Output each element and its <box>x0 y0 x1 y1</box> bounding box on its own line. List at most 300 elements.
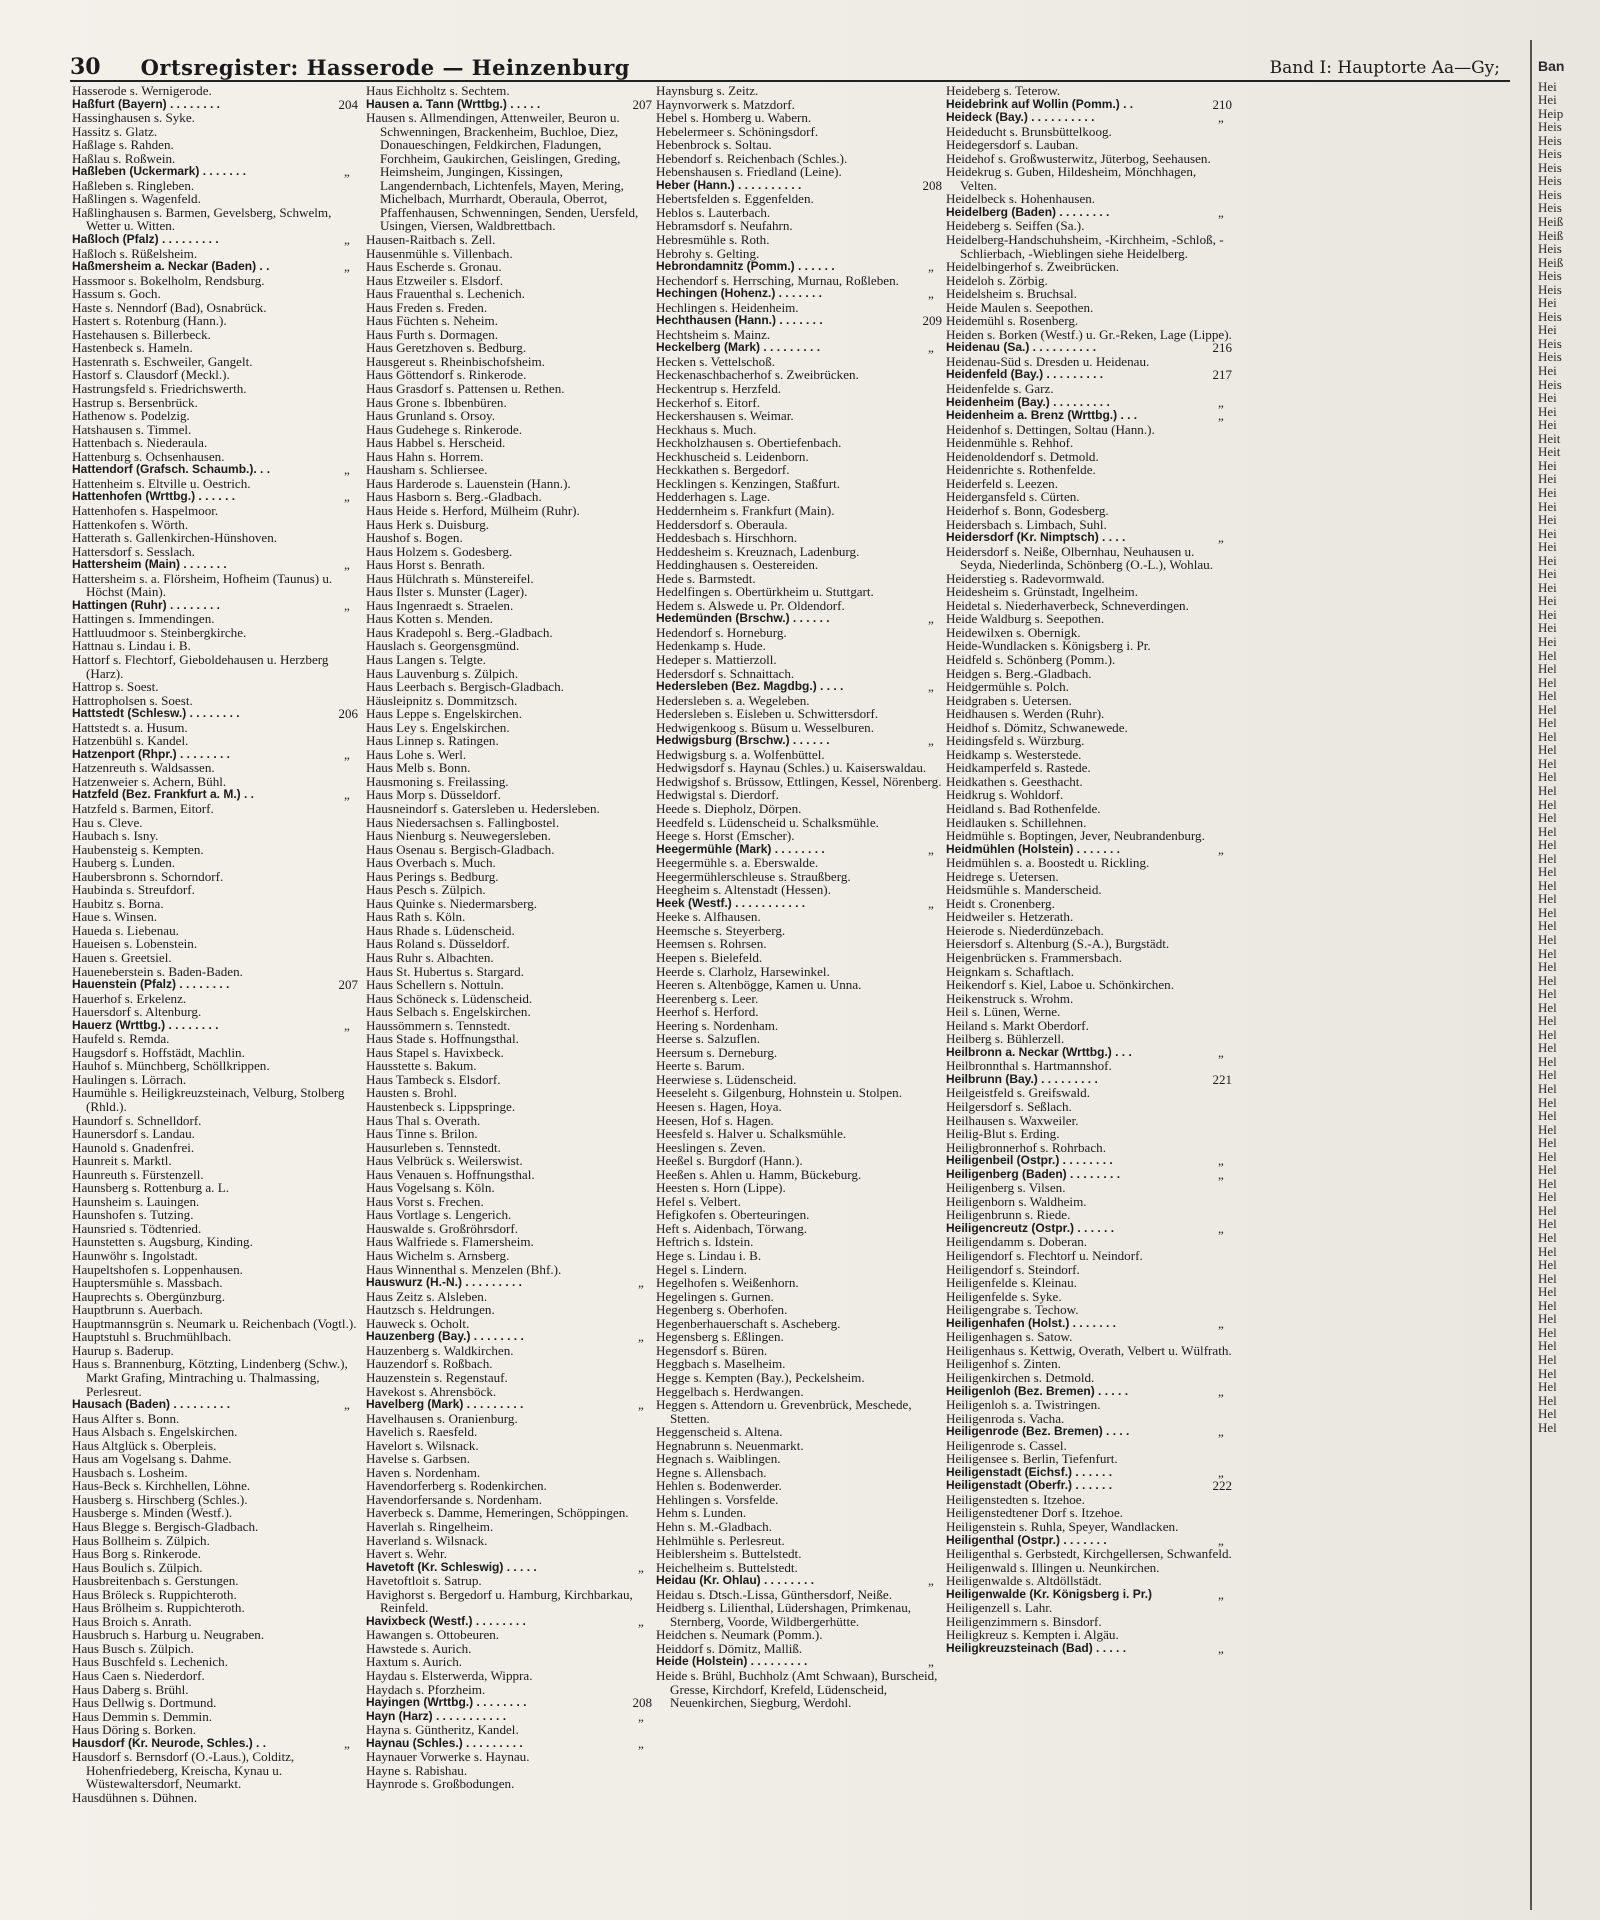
adjacent-page-line: Hel <box>1538 1392 1557 1408</box>
adjacent-page-line: Hei <box>1538 457 1557 473</box>
index-entry: „ Heidmühlen (Holstein) . . . . . . . <box>946 841 1224 857</box>
adjacent-page-line: Hel <box>1538 796 1557 812</box>
index-entry-name: Heiligenrode (Bez. Bremen) . . . . <box>946 1424 1130 1439</box>
adjacent-page-line: Hei <box>1538 78 1557 94</box>
adjacent-page-lines <box>1538 80 1600 1435</box>
index-entry: Hasserode s. Wernigerode. <box>72 83 212 98</box>
adjacent-page-line: Hel <box>1538 1148 1557 1164</box>
index-entry-name: Heek (Westf.) . . . . . . . . . . . <box>656 895 806 910</box>
index-entry: Haus Alfter s. Bonn. <box>72 1410 180 1426</box>
index-entry-name: Hayn (Harz) . . . . . . . . . . . <box>366 1708 507 1723</box>
index-entry: Heidberg s. Lilienthal, Lüdershagen, Primkenau, Sternberg, Voorde, Wildbergerhütte. <box>656 1600 912 1629</box>
index-entry: Heilbronnthal s. Hartmannshof. <box>946 1058 1112 1074</box>
index-entry: Hattersdorf s. Sesslach. <box>72 543 195 559</box>
index-entry: „ Hausach (Baden) . . . . . . . . . <box>72 1397 350 1413</box>
index-entry: „ Hauzenberg (Bay.) . . . . . . . . <box>366 1329 644 1345</box>
index-entry: Hauzenberg s. Waldkirchen. <box>366 1342 514 1358</box>
index-entry: „ Hauerz (Wrttbg.) . . . . . . . . <box>72 1017 350 1033</box>
index-entry: Hawangen s. Ottobeuren. <box>366 1627 500 1643</box>
index-entry: Heft s. Aidenbach, Törwang. <box>656 1220 808 1236</box>
index-entry: Havetoftloit s. Satrup. <box>366 1573 482 1589</box>
index-entry: Heidgraben s. Uetersen. <box>946 692 1072 708</box>
adjacent-page-line: Hel <box>1538 864 1557 880</box>
index-entry: Hechendorf s. Herrsching, Murnau, Roßleben. <box>656 272 899 288</box>
index-entry: Hehlmühle s. Perlesreut. <box>656 1532 785 1548</box>
index-entry: „ Haynau (Schles.) . . . . . . . . . <box>366 1735 644 1751</box>
index-entry: Haupeltshofen s. Loppenhausen. <box>72 1261 243 1277</box>
adjacent-page-line: Hel <box>1538 1230 1557 1246</box>
adjacent-page-line: Heis <box>1538 132 1562 148</box>
adjacent-page-line: Hel <box>1538 877 1557 893</box>
index-entry: Haverland s. Wilsnack. <box>366 1532 488 1548</box>
index-entry: Havelort s. Wilsnack. <box>366 1437 479 1453</box>
index-entry: Hedendorf s. Horneburg. <box>656 624 787 640</box>
index-entry: Heckhuscheid s. Leidenborn. <box>656 448 809 464</box>
index-entry: Haubitz s. Borna. <box>72 895 164 911</box>
index-entry: Heidingsfeld s. Würzburg. <box>946 733 1085 749</box>
index-entry: Heidlauken s. Schillehnen. <box>946 814 1087 830</box>
adjacent-page-line: Hel <box>1538 1419 1557 1435</box>
index-entry: Heidergansfeld s. Cürten. <box>946 489 1080 505</box>
index-entry: Haßlage s. Rahden. <box>72 137 174 153</box>
adjacent-page-line: Hei <box>1538 606 1557 622</box>
index-entry-page: 206 <box>338 706 358 722</box>
adjacent-page-header: Ban <box>1538 60 1565 74</box>
index-entry: Haus Thal s. Overath. <box>366 1112 481 1128</box>
adjacent-page-line: Heiß <box>1538 227 1564 243</box>
index-entry: Heiligenroda s. Vacha. <box>946 1410 1065 1426</box>
index-entry: Heeke s. Alfhausen. <box>656 909 761 925</box>
index-entry: Hedwigsburg s. a. Wolfenbüttel. <box>656 746 825 762</box>
index-entry: Hattluudmoor s. Steinbergkirche. <box>72 624 247 640</box>
index-entry: „ Heiligencreutz (Ostpr.) . . . . . . <box>946 1220 1224 1236</box>
index-entry: Heilhausen s. Waxweiler. <box>946 1112 1079 1128</box>
index-entry: Heddinghausen s. Oestereiden. <box>656 557 819 573</box>
index-entry: Heideloh s. Zörbig. <box>946 272 1048 288</box>
index-entry-name: Hauerz (Wrttbg.) . . . . . . . . <box>72 1017 219 1032</box>
index-entry: Heiligenzimmern s. Binsdorf. <box>946 1613 1102 1629</box>
index-entry: Hegnabrunn s. Neuenmarkt. <box>656 1437 804 1453</box>
adjacent-page-line: Hei <box>1538 363 1557 379</box>
index-entry-name: Heiligenwalde (Kr. Königsberg i. Pr.) <box>946 1586 1153 1601</box>
index-entry-name: Hattenhofen (Wrttbg.) . . . . . . <box>72 489 236 504</box>
index-entry: Hebenshausen s. Friedland (Leine). <box>656 164 842 180</box>
adjacent-page-line: Heis <box>1538 200 1562 216</box>
index-entry: Haus Grunland s. Orsoy. <box>366 408 495 424</box>
index-entry: Haus Geretzhoven s. Bedburg. <box>366 340 527 356</box>
index-entry: Haus Hülchrath s. Münstereifel. <box>366 570 534 586</box>
index-entry: Hattersheim s. a. Flörsheim, Hofheim (Taunus) u. Höchst (Main). <box>72 570 333 600</box>
index-entry: „ Heckelberg (Mark) . . . . . . . . . <box>656 340 934 356</box>
index-entry: Heide Waldburg s. Seepothen. <box>946 611 1105 627</box>
index-entry: Heeren s. Altenbögge, Kamen u. Unna. <box>656 977 862 993</box>
index-entry: Heege s. Horst (Emscher). <box>656 828 795 844</box>
index-entry: Heemsen s. Rohrsen. <box>656 936 767 952</box>
index-entry: Heesfeld s. Halver u. Schalksmühle. <box>656 1126 847 1142</box>
index-entry: Haus Göttendorf s. Rinkerode. <box>366 367 527 383</box>
index-entry: Hausen-Raitbach s. Zell. <box>366 232 496 248</box>
index-entry: Heckhaus s. Much. <box>656 421 757 437</box>
index-entry: Haus Walfriede s. Flamersheim. <box>366 1234 534 1250</box>
index-entry: Haus Freden s. Freden. <box>366 299 488 315</box>
index-entry-name: Hedemünden (Brschw.) . . . . . . <box>656 611 830 626</box>
index-entry: Heegermühle s. a. Eberswalde. <box>656 855 819 871</box>
index-entry: Haus Winnenthal s. Menzelen (Bhf.). <box>366 1261 562 1277</box>
adjacent-page-line: Hei <box>1538 403 1557 419</box>
index-entry: Heidenrichte s. Rothenfelde. <box>946 462 1096 478</box>
adjacent-page-line: Hel <box>1538 959 1557 975</box>
index-entry: „ Havetoft (Kr. Schleswig) . . . . . <box>366 1559 644 1575</box>
index-entry: Haydach s. Pforzheim. <box>366 1681 486 1697</box>
adjacent-page-line: Hel <box>1538 945 1557 961</box>
adjacent-page-line: Heis <box>1538 308 1562 324</box>
index-entry: Hauzenstein s. Regenstauf. <box>366 1369 508 1385</box>
index-entry: Heideducht s. Brunsbüttelkoog. <box>946 123 1112 139</box>
index-entry: Hattenburg s. Ochsenhausen. <box>72 448 225 464</box>
page-title: Ortsregister: Hasserode — Heinzenburg <box>140 55 630 80</box>
index-entry: Heerte s. Barum. <box>656 1058 745 1074</box>
index-entry: Hautzsch s. Heldrungen. <box>366 1302 495 1318</box>
adjacent-page-line: Hei <box>1538 322 1557 338</box>
index-entry-page: 208 <box>922 177 942 193</box>
index-entry <box>72 98 358 112</box>
adjacent-page-line: Heis <box>1538 268 1562 284</box>
index-entry: Heiligkreuz s. Kempten i. Algäu. <box>946 1627 1119 1643</box>
index-entry-name: Heiligenstadt (Oberfr.) . . . . . . <box>946 1478 1113 1493</box>
index-entry: Heiersdorf s. Altenburg (S.-A.), Burgstädt. <box>946 936 1170 952</box>
index-entry: Hegensberg s. Eßlingen. <box>656 1329 784 1345</box>
index-entry: Heiligenberg s. Vilsen. <box>946 1180 1066 1196</box>
index-entry: Heidelsheim s. Bruchsal. <box>946 286 1077 302</box>
index-entry: Heckkathen s. Bergedorf. <box>656 462 790 478</box>
adjacent-page-line: Hei <box>1538 593 1557 609</box>
index-entry: Hauersdorf s. Altenburg. <box>72 1004 202 1020</box>
index-entry: Hedderhagen s. Lage. <box>656 489 771 505</box>
index-entry-name: Hauzenberg (Bay.) . . . . . . . . <box>366 1329 524 1344</box>
index-entry <box>946 98 1232 112</box>
index-entry: Heiligendorf s. Flechtorf u. Neindorf. <box>946 1248 1143 1264</box>
index-entry: Heiligenwalde s. Altdöllstädt. <box>946 1573 1102 1589</box>
index-entry <box>72 707 358 721</box>
index-entry-name: Heiligenthal (Ostpr.) . . . . . . . <box>946 1532 1107 1547</box>
index-entry-name: Heideck (Bay.) . . . . . . . . . . <box>946 110 1095 125</box>
adjacent-page-line: Hel <box>1538 1121 1557 1137</box>
index-entry: Hebenbrock s. Soltau. <box>656 137 772 153</box>
index-entry: Haus Frauenthal s. Lechenich. <box>366 286 525 302</box>
adjacent-page-line: Heis <box>1538 186 1562 202</box>
index-entry: Haugsdorf s. Hoffstädt, Machlin. <box>72 1044 245 1060</box>
index-entry: Heideberg s. Teterow. <box>946 83 1061 98</box>
index-entry: Heidenoldendorf s. Detmold. <box>946 448 1099 464</box>
index-entry: Hausmoning s. Freilassing. <box>366 773 509 789</box>
running-header <box>70 50 1510 82</box>
index-entry-page: 207 <box>338 977 358 993</box>
index-entry: Haunsheim s. Lauingen. <box>72 1193 200 1209</box>
index-entry: Hayna s. Güntheritz, Kandel. <box>366 1722 519 1738</box>
index-entry: Hauptbrunn s. Auerbach. <box>72 1302 203 1318</box>
index-entry: „ Heidau (Kr. Ohlau) . . . . . . . . <box>656 1573 934 1589</box>
index-entry: Hausbruch s. Harburg u. Neugraben. <box>72 1627 265 1643</box>
index-entry: Hauslach s. Georgensgmünd. <box>366 638 520 654</box>
index-entry-name: Hattingen (Ruhr) . . . . . . . . <box>72 597 220 612</box>
index-entry: Heikendorf s. Kiel, Laboe u. Schönkirchen. <box>946 977 1174 993</box>
index-column-3 <box>656 84 942 1710</box>
index-entry: Heblos s. Lauterbach. <box>656 204 771 220</box>
index-entry-name: Heiligenhafen (Holst.) . . . . . . . <box>946 1315 1117 1330</box>
index-entry-page: 216 <box>1212 340 1232 356</box>
index-entry: Haus Lohe s. Werl. <box>366 746 467 762</box>
index-entry: „ Hattingen (Ruhr) . . . . . . . . <box>72 597 350 613</box>
index-entry: Haßleben s. Ringleben. <box>72 177 195 193</box>
index-entry: Heeßel s. Burgdorf (Hann.). <box>656 1153 803 1169</box>
index-entry: „ Heidelberg (Baden) . . . . . . . . <box>946 204 1224 220</box>
index-entry: Hecklingen s. Kenzingen, Staßfurt. <box>656 475 840 491</box>
index-entry: Haus Caen s. Niederdorf. <box>72 1667 205 1683</box>
index-entry: Heepen s. Bielefeld. <box>656 950 763 965</box>
index-entry: Haubensteig s. Kempten. <box>72 841 204 857</box>
index-entry <box>656 179 942 193</box>
index-entry: Haus Holzem s. Godesberg. <box>366 543 513 559</box>
index-entry: Hassum s. Goch. <box>72 286 161 302</box>
index-entry: Haus Tinne s. Brilon. <box>366 1126 478 1142</box>
index-entry-name: Hausen a. Tann (Wrttbg.) . . . . . <box>366 96 541 111</box>
page-gutter <box>1530 40 1532 1910</box>
index-entry-name: Heilbrunn (Bay.) . . . . . . . . . <box>946 1071 1098 1086</box>
index-entry: „ Hayn (Harz) . . . . . . . . . . . <box>366 1708 644 1724</box>
index-entry: Heidenhof s. Dettingen, Soltau (Hann.). <box>946 421 1155 437</box>
adjacent-page-line: Hel <box>1538 999 1557 1015</box>
adjacent-page-line: Hei <box>1538 417 1557 433</box>
index-entry: Haunshofen s. Tutzing. <box>72 1207 194 1223</box>
index-entry: Havert s. Wehr. <box>366 1546 447 1562</box>
index-entry-name: Haßleben (Uckermark) . . . . . . . <box>72 164 247 179</box>
index-entry: Havelich s. Raesfeld. <box>366 1424 478 1440</box>
index-entry: Heerde s. Clarholz, Harsewinkel. <box>656 963 830 979</box>
index-entry: Haus Harderode s. Lauenstein (Hann.). <box>366 475 571 491</box>
index-entry-name: Heidenau (Sa.) . . . . . . . . . . <box>946 340 1097 355</box>
index-entry: Haus-Beck s. Kirchhellen, Löhne. <box>72 1478 251 1494</box>
adjacent-page-line: Heis <box>1538 241 1562 257</box>
index-entry: Heckerhof s. Eitorf. <box>656 394 760 410</box>
index-entry: Hebrohy s. Gelting. <box>656 245 760 261</box>
index-entry: Hecken s. Vettelschoß. <box>656 353 776 369</box>
index-entry: Heedfeld s. Lüdenscheid u. Schalksmühle. <box>656 814 879 830</box>
index-entry: „ Hattenhofen (Wrttbg.) . . . . . . <box>72 489 350 505</box>
index-entry: Haus Demmin s. Demmin. <box>72 1708 213 1724</box>
index-entry: Haus Pesch s. Zülpich. <box>366 882 486 898</box>
index-entry-name: Haßfurt (Bayern) . . . . . . . . <box>72 96 221 111</box>
index-entry: Haus Etzweiler s. Elsdorf. <box>366 272 504 288</box>
index-entry: Hausham s. Schliersee. <box>366 462 488 478</box>
index-entry: Heering s. Nordenham. <box>656 1017 779 1033</box>
adjacent-page-line: Heip <box>1538 105 1564 121</box>
index-entry: Haus Furth s. Dormagen. <box>366 326 499 342</box>
index-entry: Heeslingen s. Zeven. <box>656 1139 766 1155</box>
adjacent-page-line: Hel <box>1538 1013 1557 1029</box>
index-entry: Heiligenstedten s. Itzehoe. <box>946 1491 1085 1507</box>
page-number: 30 <box>70 54 101 80</box>
adjacent-page-line: Hel <box>1538 688 1557 704</box>
index-entry: Heiligbronnerhof s. Rohrbach. <box>946 1139 1106 1155</box>
index-entry: Haus Ley s. Engelskirchen. <box>366 719 510 735</box>
index-entry: „ Heiligenhafen (Holst.) . . . . . . . <box>946 1315 1224 1331</box>
index-entry: Heiligenhaus s. Kettwig, Overath, Velbert u. Wülfrath. <box>946 1342 1232 1358</box>
adjacent-page-line: Hel <box>1538 742 1557 758</box>
index-entry: Haunsried s. Tödtenried. <box>72 1220 202 1236</box>
index-entry: Heidhof s. Dömitz, Schwanewede. <box>946 719 1128 735</box>
index-entry: Heidelbingerhof s. Zweibrücken. <box>946 259 1120 275</box>
adjacent-page-line: Hel <box>1538 661 1557 677</box>
index-entry: Haxtum s. Aurich. <box>366 1654 463 1670</box>
index-entry: Haßlau s. Roßwein. <box>72 150 176 166</box>
index-entry: Heidkamperfeld s. Rastede. <box>946 760 1091 776</box>
index-entry-name: Hebrondamnitz (Pomm.) . . . . . . <box>656 259 835 274</box>
index-entry: Haus Horst s. Benrath. <box>366 557 485 573</box>
index-column-1 <box>72 84 358 1804</box>
index-entry-name: Heidenfeld (Bay.) . . . . . . . . . <box>946 367 1104 382</box>
index-entry: Hede s. Barmstedt. <box>656 570 756 586</box>
index-entry-page: 210 <box>1212 96 1232 112</box>
index-entry: Haunreuth s. Fürstenzell. <box>72 1166 204 1182</box>
index-entry: Heidmühle s. Boptingen, Jever, Neubrandenburg. <box>946 828 1205 844</box>
adjacent-page-line: Hei <box>1538 633 1557 649</box>
index-entry: Hausberg s. Hirschberg (Schles.). <box>72 1491 248 1507</box>
index-entry: Haus Füchten s. Neheim. <box>366 313 499 329</box>
index-entry: Heede s. Diepholz, Dörpen. <box>656 800 802 816</box>
index-entry: Haus Altglück s. Oberpleis. <box>72 1437 217 1453</box>
index-entry-name: Heidebrink auf Wollin (Pomm.) . . <box>946 96 1134 111</box>
index-entry: Haus Eichholtz s. Sechtem. <box>366 83 510 98</box>
index-entry: Heddesheim s. Kreuznach, Ladenburg. <box>656 543 860 559</box>
index-entry: „ Heiligenwalde (Kr. Königsberg i. Pr.) <box>946 1586 1224 1602</box>
index-entry: Heiligenfelde s. Syke. <box>946 1288 1062 1304</box>
index-entry: Haus Blegge s. Bergisch-Gladbach. <box>72 1518 259 1534</box>
index-entry: Haus Overbach s. Much. <box>366 855 496 871</box>
index-entry: Hegelhofen s. Weißenhorn. <box>656 1275 799 1291</box>
index-entry: Heggbach s. Maselheim. <box>656 1356 786 1372</box>
index-entry: Haus Melb s. Bonn. <box>366 760 471 776</box>
index-entry: Heggelbach s. Herdwangen. <box>656 1383 804 1399</box>
adjacent-page-line: Hel <box>1538 715 1557 731</box>
index-entry: Hebramsdorf s. Neufahrn. <box>656 218 793 234</box>
index-entry: Haueda s. Liebenau. <box>72 922 179 938</box>
index-entry: Hechlingen s. Heidenheim. <box>656 299 799 315</box>
index-entry: Hausdühnen s. Dühnen. <box>72 1789 198 1805</box>
adjacent-page-line: Hel <box>1538 769 1557 785</box>
adjacent-page-line: Hel <box>1538 1162 1557 1178</box>
adjacent-page-line: Hel <box>1538 1257 1557 1273</box>
index-entry: Heide Maulen s. Seepothen. <box>946 299 1094 315</box>
adjacent-page-line: Hei <box>1538 620 1557 636</box>
index-entry: Heidland s. Bad Rothenfelde. <box>946 800 1101 816</box>
index-entry: Hausbreitenbach s. Gerstungen. <box>72 1573 239 1589</box>
index-entry: Heidegersdorf s. Lauban. <box>946 137 1079 153</box>
index-entry: Haus Gudehege s. Rinkerode. <box>366 421 522 437</box>
index-entry: Hegel s. Lindern. <box>656 1261 747 1277</box>
index-entry: Haubinda s. Streufdorf. <box>72 882 195 898</box>
index-entry-name: Heiligenstadt (Eichsf.) . . . . . . <box>946 1464 1113 1479</box>
index-entry: „ Heiligenloh (Bez. Bremen) . . . . . <box>946 1383 1224 1399</box>
index-entry-page: 217 <box>1212 367 1232 383</box>
adjacent-page-line: Hel <box>1538 755 1557 771</box>
index-entry: Haunreit s. Marktl. <box>72 1153 172 1169</box>
index-entry: Heckenaschbacherhof s. Zweibrücken. <box>656 367 859 383</box>
index-entry: Hebel s. Homberg u. Wabern. <box>656 110 812 126</box>
index-entry: Hegnach s. Waiblingen. <box>656 1451 781 1467</box>
index-entry: „ Hattersheim (Main) . . . . . . . <box>72 557 350 573</box>
index-entry: Hedwigsdorf s. Haynau (Schles.) u. Kaiserswaldau. <box>656 760 927 776</box>
index-entry: Hauptersmühle s. Massbach. <box>72 1275 223 1291</box>
index-entry: Haus Roland s. Düsseldorf. <box>366 936 510 952</box>
index-entry-name: Hatzfeld (Bez. Frankfurt a. M.) . . <box>72 787 255 802</box>
index-entry: Heegermühlerschleuse s. Straußberg. <box>656 868 851 884</box>
index-entry: Haßlingen s. Wagenfeld. <box>72 191 201 207</box>
index-entry: Haus Alsbach s. Engelskirchen. <box>72 1424 238 1440</box>
adjacent-page-line: Hel <box>1538 1365 1557 1381</box>
index-entry: Haus Selbach s. Engelskirchen. <box>366 1004 531 1020</box>
index-entry: Heidehof s. Großwusterwitz, Jüterbog, Seehausen. <box>946 150 1211 166</box>
index-entry: Haus Niedersachsen s. Fallingbostel. <box>366 814 560 830</box>
index-entry: Hattenhofen s. Haspelmoor. <box>72 502 219 518</box>
index-entry: Haus Vorst s. Frechen. <box>366 1193 484 1209</box>
adjacent-page-line: Hel <box>1538 728 1557 744</box>
index-entry: Heiligengrabe s. Techow. <box>946 1302 1079 1318</box>
adjacent-page-line: Hei <box>1538 92 1557 108</box>
adjacent-page-line: Hel <box>1538 1243 1557 1259</box>
index-entry: Haueisen s. Lobenstein. <box>72 936 198 952</box>
index-entry: Heeseleht s. Gilgenburg, Hohnstein u. Stolpen. <box>656 1085 902 1101</box>
index-entry: Hausurleben s. Tennstedt. <box>366 1139 501 1155</box>
index-entry: Hattenbach s. Niederaula. <box>72 435 208 451</box>
index-entry: Havendorfersande s. Nordenham. <box>366 1491 542 1507</box>
index-entry: „ Havixbeck (Westf.) . . . . . . . . <box>366 1613 644 1629</box>
index-entry: Hedenkamp s. Hude. <box>656 638 766 654</box>
index-entry: Haus Morp s. Düsseldorf. <box>366 787 501 803</box>
index-column-4 <box>946 84 1232 1655</box>
index-entry: Haunersdorf s. Landau. <box>72 1126 195 1142</box>
index-entry-name: Heidau (Kr. Ohlau) . . . . . . . . <box>656 1573 815 1588</box>
index-entry-name: Hattstedt (Schlesw.) . . . . . . . . <box>72 706 240 721</box>
index-entry: Hattnau s. Lindau i. B. <box>72 638 191 654</box>
index-entry-name: Hausach (Baden) . . . . . . . . . <box>72 1397 231 1412</box>
index-entry: Hauzendorf s. Roßbach. <box>366 1356 493 1372</box>
index-entry: Hawstede s. Aurich. <box>366 1640 472 1656</box>
index-entry: Haus Leerbach s. Bergisch-Gladbach. <box>366 679 564 695</box>
index-entry: Hebertsfelden s. Eggenfelden. <box>656 191 814 207</box>
index-entry: „ Haßleben (Uckermark) . . . . . . . <box>72 164 350 180</box>
index-entry: Heidgen s. Berg.-Gladbach. <box>946 665 1092 681</box>
index-entry: Hausbach s. Losheim. <box>72 1464 188 1480</box>
index-entry: Hattenheim s. Eltville u. Oestrich. <box>72 475 251 491</box>
adjacent-page-line: Heis <box>1538 173 1562 189</box>
index-entry: Heidersbach s. Limbach, Suhl. <box>946 516 1107 532</box>
index-entry: Hausenmühle s. Villenbach. <box>366 245 513 261</box>
index-entry: Haus Herk s. Duisburg. <box>366 516 490 532</box>
index-entry: Havekost s. Ahrensböck. <box>366 1383 497 1399</box>
index-entry: Haus Kradepohl s. Berg.-Gladbach. <box>366 624 553 640</box>
index-entry: Haus Boulich s. Zülpich. <box>72 1559 203 1575</box>
index-entry: Hechtsheim s. Mainz. <box>656 326 771 342</box>
index-entry: Heckershausen s. Weimar. <box>656 408 794 424</box>
index-entry: Haunstetten s. Augsburg, Kinding. <box>72 1234 253 1250</box>
index-entry-name: Hayingen (Wrttbg.) . . . . . . . . <box>366 1695 527 1710</box>
adjacent-page-line: Hel <box>1538 782 1557 798</box>
index-entry-name: Heidelberg (Baden) . . . . . . . . <box>946 204 1110 219</box>
index-entry: Haus Nienburg s. Neuwegersleben. <box>366 828 551 844</box>
index-entry: Heidekrug s. Guben, Hildesheim, Mönchhagen, Velten. <box>946 164 1197 193</box>
index-entry: Hausberge s. Minden (Westf.). <box>72 1505 233 1521</box>
index-entry: Heidenmühle s. Rehhof. <box>946 435 1074 451</box>
